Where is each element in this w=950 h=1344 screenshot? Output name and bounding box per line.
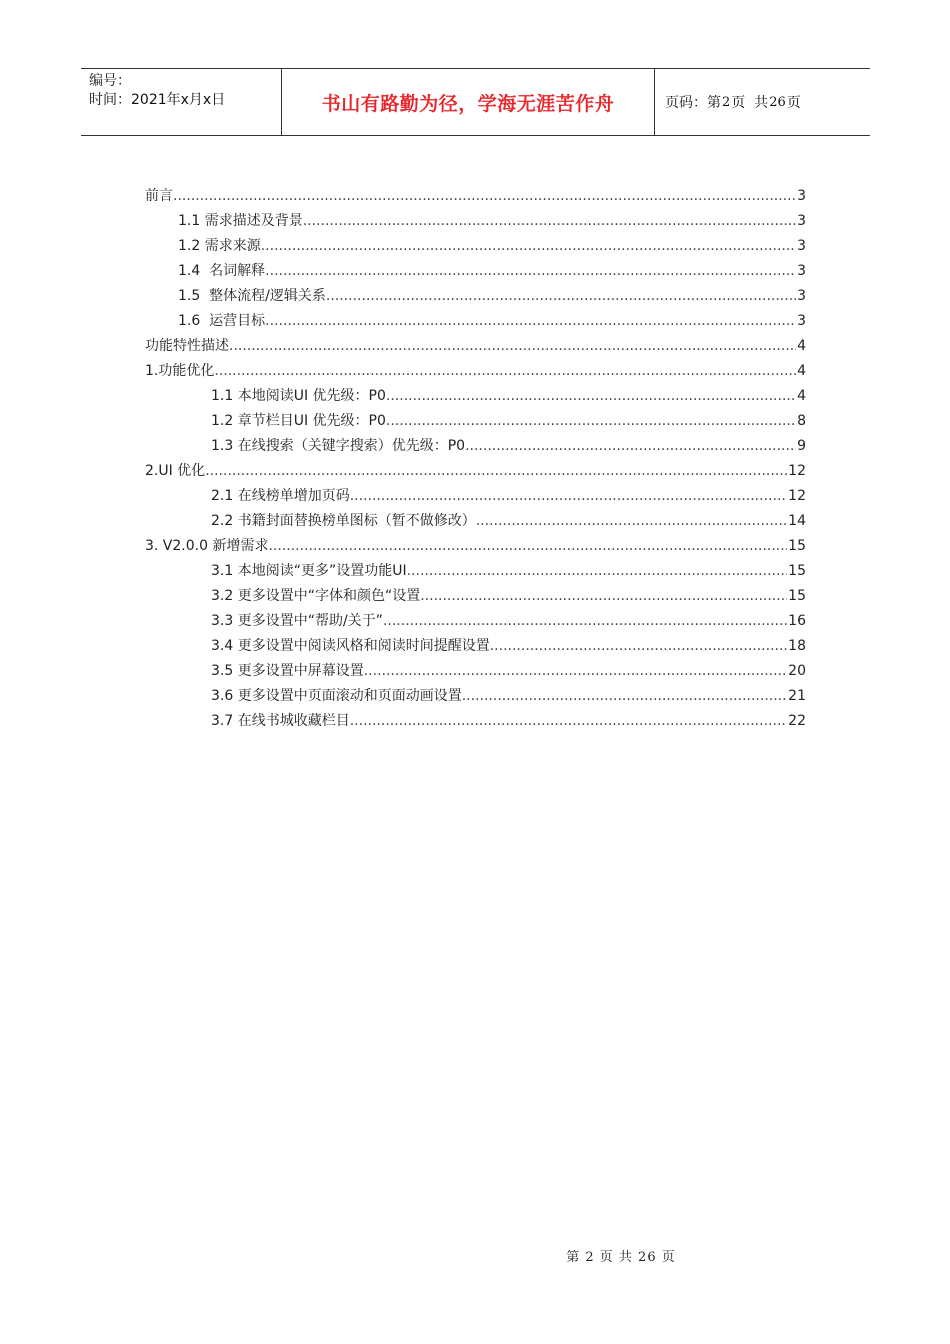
toc-entry-title: 1.2 章节栏目UI 优先级：P0 (211, 413, 386, 429)
toc-entry[interactable] (145, 684, 806, 709)
toc-dot-leader (265, 259, 796, 284)
toc-dot-leader (386, 409, 796, 434)
toc-entry-title: 前言 (145, 188, 173, 204)
toc-entry-page: 4 (797, 338, 806, 354)
header-page-number (655, 69, 870, 135)
toc-entry-page: 14 (788, 513, 806, 529)
page-mid: 页 共 (731, 95, 769, 111)
toc-dot-leader (462, 684, 787, 709)
toc-dot-leader (268, 534, 787, 559)
toc-entry-title: 3.3 更多设置中“帮助/关于” (211, 613, 383, 629)
toc-dot-leader (261, 234, 796, 259)
toc-dot-leader (407, 559, 788, 584)
toc-entry-title: 3.4 更多设置中阅读风格和阅读时间提醒设置 (211, 638, 490, 654)
toc-entry-page: 3 (797, 238, 806, 254)
table-of-contents (145, 184, 806, 734)
toc-entry-title: 3.7 在线书城收藏栏目 (211, 713, 350, 729)
toc-entry-title: 1.1 本地阅读UI 优先级：P0 (211, 388, 386, 404)
toc-entry-page: 3 (797, 313, 806, 329)
toc-dot-leader (350, 484, 787, 509)
toc-entry[interactable] (145, 609, 806, 634)
toc-entry-title: 1.4 名词解释 (178, 263, 266, 279)
toc-dot-leader (465, 434, 796, 459)
page-suffix: 页 (786, 95, 801, 111)
toc-entry[interactable] (145, 309, 806, 334)
toc-entry-title: 1.功能优化 (145, 363, 215, 379)
toc-entry-title: 2.UI 优化 (145, 463, 206, 479)
toc-entry-title: 功能特性描述 (145, 338, 229, 354)
toc-entry-title: 3.2 更多设置中“字体和颜色“设置 (211, 588, 421, 604)
date-label: 时间：2021年x月x日 (89, 92, 226, 108)
toc-entry[interactable] (145, 559, 806, 584)
toc-entry[interactable] (145, 459, 806, 484)
toc-entry-page: 4 (797, 363, 806, 379)
toc-dot-leader (350, 709, 787, 734)
header-motto: 书山有路勤为径，学海无涯苦作舟 (321, 92, 615, 115)
toc-entry-page: 3 (797, 213, 806, 229)
toc-entry[interactable] (145, 259, 806, 284)
toc-dot-leader (173, 184, 796, 209)
toc-entry[interactable] (145, 534, 806, 559)
toc-entry[interactable] (145, 634, 806, 659)
page-footer: 第 2 页 共 26 页 (566, 1250, 676, 1265)
toc-entry-page: 12 (788, 488, 806, 504)
toc-entry-page: 15 (788, 563, 806, 579)
toc-entry-title: 2.2 书籍封面替换榜单图标（暂不做修改） (211, 513, 476, 529)
toc-entry[interactable] (145, 234, 806, 259)
toc-dot-leader (386, 384, 796, 409)
toc-dot-leader (205, 459, 787, 484)
toc-entry-page: 3 (797, 188, 806, 204)
toc-dot-leader (420, 584, 787, 609)
toc-entry-page: 15 (788, 588, 806, 604)
toc-entry-title: 1.2 需求来源 (178, 238, 261, 254)
document-header (81, 68, 870, 136)
toc-entry[interactable] (145, 209, 806, 234)
toc-entry[interactable] (145, 659, 806, 684)
toc-entry[interactable] (145, 484, 806, 509)
toc-dot-leader (476, 509, 787, 534)
toc-entry-title: 3.1 本地阅读“更多”设置功能UI (211, 563, 407, 579)
toc-dot-leader (214, 359, 796, 384)
page-current: 2 (722, 94, 731, 110)
toc-entry[interactable] (145, 284, 806, 309)
toc-entry-title: 1.6 运营目标 (178, 313, 266, 329)
page-total: 26 (769, 94, 786, 110)
toc-entry-page: 16 (788, 613, 806, 629)
toc-entry-page: 15 (788, 538, 806, 554)
toc-dot-leader (326, 284, 796, 309)
toc-entry-page: 9 (797, 438, 806, 454)
toc-entry[interactable] (145, 184, 806, 209)
toc-entry-page: 12 (788, 463, 806, 479)
toc-entry-page: 3 (797, 288, 806, 304)
toc-entry-title: 3. V2.0.0 新增需求 (145, 538, 269, 554)
toc-entry[interactable] (145, 709, 806, 734)
toc-entry-page: 4 (797, 388, 806, 404)
toc-entry[interactable] (145, 409, 806, 434)
toc-entry-page: 8 (797, 413, 806, 429)
toc-dot-leader (490, 634, 787, 659)
toc-dot-leader (383, 609, 787, 634)
toc-dot-leader (303, 209, 796, 234)
toc-entry-page: 20 (788, 663, 806, 679)
toc-entry[interactable] (145, 384, 806, 409)
toc-entry-title: 1.1 需求描述及背景 (178, 213, 303, 229)
toc-entry[interactable] (145, 584, 806, 609)
toc-entry[interactable] (145, 509, 806, 534)
toc-entry-title: 3.6 更多设置中页面滚动和页面动画设置 (211, 688, 462, 704)
serial-number-label: 编号： (89, 73, 131, 89)
toc-entry[interactable] (145, 334, 806, 359)
toc-dot-leader (265, 309, 796, 334)
toc-entry-page: 21 (788, 688, 806, 704)
page-prefix: 页码：第 (665, 95, 721, 111)
header-meta (81, 69, 281, 135)
toc-entry-page: 18 (788, 638, 806, 654)
toc-dot-leader (364, 659, 787, 684)
toc-entry-title: 2.1 在线榜单增加页码 (211, 488, 350, 504)
toc-dot-leader (229, 334, 796, 359)
toc-entry[interactable] (145, 359, 806, 384)
toc-entry-title: 1.5 整体流程/逻辑关系 (178, 288, 326, 304)
toc-entry-title: 3.5 更多设置中屏幕设置 (211, 663, 364, 679)
toc-entry-title: 1.3 在线搜索（关键字搜索）优先级：P0 (211, 438, 466, 454)
toc-entry[interactable] (145, 434, 806, 459)
toc-entry-page: 22 (788, 713, 806, 729)
toc-entry-page: 3 (797, 263, 806, 279)
